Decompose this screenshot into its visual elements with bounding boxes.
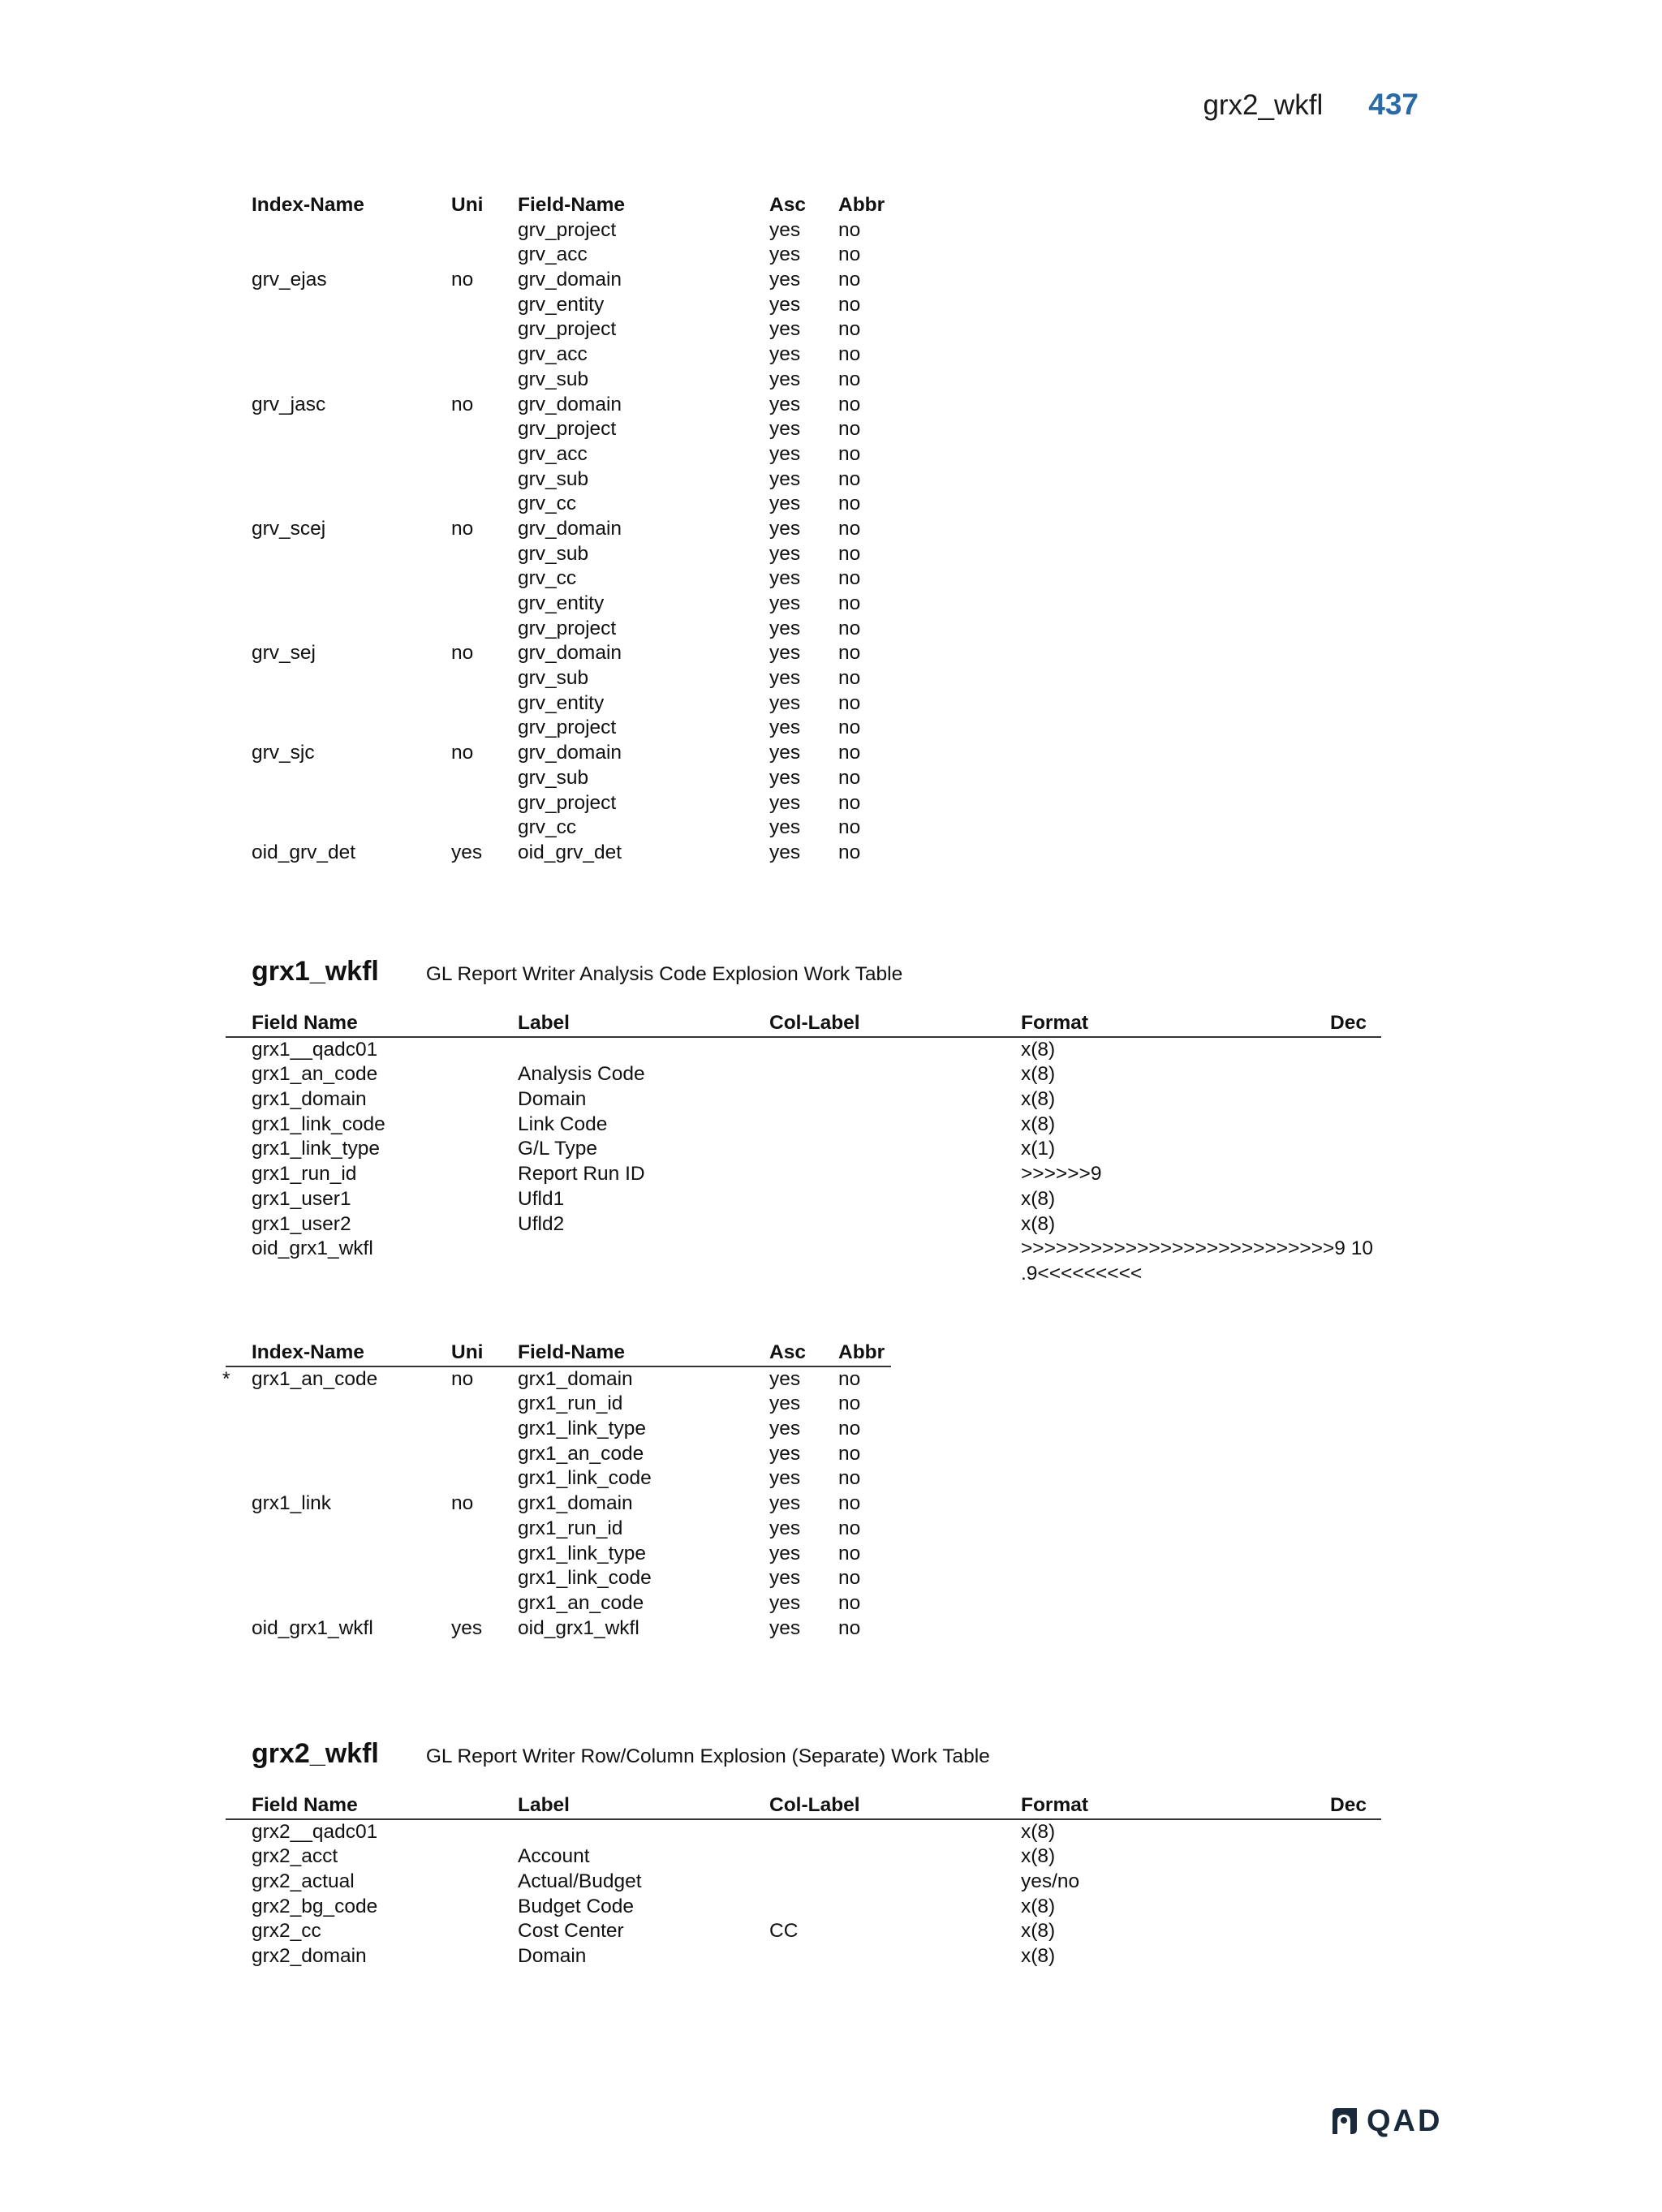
table-row: [226, 1137, 1381, 1162]
ascending-cell: yes: [769, 1567, 801, 1590]
table-row: [226, 1616, 891, 1642]
table-row: [226, 566, 875, 592]
table-row: [222, 1367, 891, 1392]
ascending-cell: yes: [769, 1418, 801, 1440]
field-name-cell: grv_sub: [518, 467, 589, 490]
qad-logo: [1329, 2103, 1449, 2139]
field-name-cell: grv_entity: [518, 293, 605, 316]
abbr-cell: no: [838, 442, 861, 465]
label-cell: G/L Type: [518, 1138, 598, 1160]
field-name-cell: grx1_domain: [518, 1492, 633, 1515]
label-cell: Report Run ID: [518, 1163, 645, 1186]
table-row: [226, 1491, 891, 1517]
abbr-cell: no: [838, 816, 861, 839]
ascending-cell: yes: [769, 1616, 801, 1639]
abbr-cell: no: [838, 617, 861, 639]
table-row: [226, 1212, 1381, 1237]
abbr-cell: no: [838, 567, 861, 590]
field-name-cell: grv_cc: [518, 567, 577, 590]
abbr-cell: no: [838, 1616, 861, 1639]
field-table-grx2: [226, 1793, 1381, 1969]
table-row: [226, 1895, 1381, 1920]
table-row: [226, 417, 875, 442]
field-name-cell: grx2__qadc01: [252, 1820, 378, 1843]
label-cell: Analysis Code: [518, 1063, 645, 1086]
label-cell: Ufld1: [518, 1187, 565, 1210]
unique-cell: no: [451, 517, 474, 540]
field-name-cell: grx1_an_code: [518, 1442, 644, 1465]
ascending-cell: yes: [769, 269, 801, 291]
ascending-cell: yes: [769, 1442, 801, 1465]
ascending-cell: yes: [769, 1467, 801, 1490]
ascending-cell: yes: [769, 542, 801, 565]
label-cell: Ufld2: [518, 1212, 565, 1235]
ascending-cell: yes: [769, 1367, 801, 1390]
ascending-cell: yes: [769, 418, 801, 441]
field-name-cell: grx2_bg_code: [252, 1895, 378, 1917]
abbr-cell: no: [838, 1418, 861, 1440]
abbr-cell: no: [838, 1567, 861, 1590]
field-name-cell: grv_project: [518, 617, 617, 639]
field-name-cell: grv_cc: [518, 493, 577, 515]
field-name-cell: grv_domain: [518, 269, 622, 291]
abbr-cell: no: [838, 667, 861, 690]
abbr-cell: no: [838, 1467, 861, 1490]
ascending-cell: yes: [769, 218, 801, 241]
label-cell: Account: [518, 1845, 590, 1868]
field-name-cell: grx2_actual: [252, 1870, 355, 1893]
table-row: [226, 1944, 1381, 1969]
index-table-grx1: [222, 1341, 891, 1641]
ascending-cell: yes: [769, 766, 801, 789]
table-row: [226, 1112, 1381, 1138]
table-name: grx1_wkfl: [252, 956, 379, 987]
unique-cell: no: [451, 742, 474, 764]
field-name-cell: grx1_link_code: [518, 1567, 652, 1590]
abbr-cell: no: [838, 841, 861, 863]
field-name-cell: grv_acc: [518, 442, 588, 465]
abbr-cell: no: [838, 1367, 861, 1390]
table-row: [226, 1542, 891, 1567]
field-name-cell: grv_sub: [518, 368, 589, 390]
table-row: [226, 467, 875, 493]
column-header: Index-Name: [252, 194, 364, 216]
running-head-title: grx2_wkfl: [1203, 89, 1324, 121]
ascending-cell: yes: [769, 816, 801, 839]
table-row: [226, 1237, 1381, 1286]
index-name-cell: grv_sjc: [252, 742, 315, 764]
abbr-cell: no: [838, 1542, 861, 1564]
ascending-cell: yes: [769, 368, 801, 390]
table-row: [226, 1442, 891, 1467]
column-header: Col-Label: [769, 1012, 860, 1034]
ascending-cell: yes: [769, 467, 801, 490]
table-header-row: [226, 1341, 891, 1367]
field-name-cell: grv_sub: [518, 542, 589, 565]
format-cell: x(8): [1021, 1063, 1056, 1086]
abbr-cell: no: [838, 343, 861, 366]
index-name-cell: grx1_link: [252, 1492, 332, 1515]
column-header: Uni: [451, 1341, 484, 1363]
format-cell: x(8): [1021, 1187, 1056, 1210]
abbr-cell: no: [838, 1442, 861, 1465]
field-name-cell: grx1_user1: [252, 1187, 351, 1210]
running-head: [1203, 88, 1419, 128]
table-row: [226, 342, 875, 368]
column-header: Dec: [1330, 1794, 1367, 1816]
field-name-cell: grx2_domain: [252, 1945, 367, 1968]
table-row: [226, 517, 875, 542]
table-row: [226, 1517, 891, 1542]
ascending-cell: yes: [769, 841, 801, 863]
unique-cell: yes: [451, 841, 483, 863]
format-cell: x(8): [1021, 1038, 1056, 1061]
index-name-cell: grv_jasc: [252, 393, 326, 415]
field-name-cell: grx1__qadc01: [252, 1038, 378, 1061]
table-row: [226, 766, 875, 791]
table-row: [226, 1162, 1381, 1187]
page-number: 437: [1368, 88, 1419, 121]
abbr-cell: no: [838, 766, 861, 789]
field-name-cell: grx1_link_type: [518, 1418, 646, 1440]
label-cell: Link Code: [518, 1112, 608, 1135]
table-row: [226, 268, 875, 293]
table-row: [226, 1591, 891, 1616]
field-name-cell: grv_sub: [518, 667, 589, 690]
table-row: [226, 1870, 1381, 1895]
column-header: Asc: [769, 1341, 806, 1363]
table-row: [226, 393, 875, 418]
ascending-cell: yes: [769, 642, 801, 665]
table-row: [226, 218, 875, 243]
table-row: [226, 1038, 1381, 1063]
ascending-cell: yes: [769, 667, 801, 690]
field-name-cell: grv_project: [518, 318, 617, 341]
field-name-cell: grx2_acct: [252, 1845, 338, 1868]
column-header: Col-Label: [769, 1794, 860, 1816]
field-name-cell: grv_domain: [518, 642, 622, 665]
field-name-cell: grv_entity: [518, 592, 605, 614]
abbr-cell: no: [838, 542, 861, 565]
field-name-cell: grv_domain: [518, 742, 622, 764]
field-name-cell: grv_acc: [518, 243, 588, 266]
field-name-cell: grx1_link_type: [252, 1138, 380, 1160]
abbr-cell: no: [838, 218, 861, 241]
abbr-cell: no: [838, 717, 861, 739]
index-name-cell: grv_sej: [252, 642, 316, 665]
ascending-cell: yes: [769, 243, 801, 266]
abbr-cell: no: [838, 642, 861, 665]
abbr-cell: no: [838, 691, 861, 714]
format-cell: yes/no: [1021, 1870, 1080, 1893]
field-name-cell: grv_project: [518, 791, 617, 814]
ascending-cell: yes: [769, 592, 801, 614]
abbr-cell: no: [838, 368, 861, 390]
field-name-cell: grv_entity: [518, 691, 605, 714]
format-cell: x(8): [1021, 1088, 1056, 1111]
format-cell: >>>>>>>>>>>>>>>>>>>>>>>>>>>9 10 .9<<<<<<<<<: [1021, 1237, 1373, 1285]
abbr-cell: no: [838, 1517, 861, 1539]
ascending-cell: yes: [769, 517, 801, 540]
column-header: Abbr: [838, 1341, 885, 1363]
table-row: [226, 293, 875, 318]
field-name-cell: grx1_domain: [518, 1367, 633, 1390]
field-name-cell: grx1_domain: [252, 1088, 367, 1111]
abbr-cell: no: [838, 243, 861, 266]
abbr-cell: no: [838, 318, 861, 341]
ascending-cell: yes: [769, 293, 801, 316]
field-name-cell: grv_project: [518, 717, 617, 739]
column-header: Field-Name: [518, 194, 626, 216]
field-name-cell: grv_domain: [518, 393, 622, 415]
abbr-cell: no: [838, 1492, 861, 1515]
column-header: Format: [1021, 1012, 1089, 1034]
abbr-cell: no: [838, 393, 861, 415]
table-header-row: [226, 1011, 1381, 1038]
table-row: [226, 1844, 1381, 1870]
format-cell: x(8): [1021, 1112, 1056, 1135]
index-name-cell: grx1_an_code: [252, 1367, 378, 1390]
abbr-cell: no: [838, 1591, 861, 1614]
ascending-cell: yes: [769, 343, 801, 366]
field-name-cell: grx2_cc: [252, 1920, 321, 1943]
format-cell: >>>>>>9: [1021, 1163, 1102, 1186]
field-name-cell: grx1_user2: [252, 1212, 351, 1235]
field-name-cell: grv_project: [518, 418, 617, 441]
unique-cell: yes: [451, 1616, 483, 1639]
index-name-cell: oid_grx1_wkfl: [252, 1616, 373, 1639]
ascending-cell: yes: [769, 318, 801, 341]
table-row: [226, 542, 875, 567]
field-table-grx1: [226, 1011, 1381, 1287]
section-title-grx1: [252, 956, 902, 988]
unique-cell: no: [451, 393, 474, 415]
label-cell: Cost Center: [518, 1920, 624, 1943]
ascending-cell: yes: [769, 1492, 801, 1515]
table-row: [226, 617, 875, 642]
column-header: Index-Name: [252, 1341, 364, 1363]
abbr-cell: no: [838, 1392, 861, 1415]
abbr-cell: no: [838, 269, 861, 291]
abbr-cell: no: [838, 493, 861, 515]
table-description: GL Report Writer Row/Column Explosion (Separate) Work Table: [425, 1745, 990, 1767]
field-name-cell: oid_grv_det: [518, 841, 622, 863]
table-header-row: [226, 193, 885, 218]
index-name-cell: oid_grv_det: [252, 841, 356, 863]
table-row: [226, 641, 875, 666]
column-header: Field Name: [252, 1012, 358, 1034]
table-row: [226, 243, 875, 268]
table-row: [226, 1820, 1381, 1845]
index-name-cell: grv_scej: [252, 517, 326, 540]
ascending-cell: yes: [769, 717, 801, 739]
abbr-cell: no: [838, 592, 861, 614]
table-row: [226, 666, 875, 691]
field-name-cell: grv_project: [518, 218, 617, 241]
table-row: [226, 1566, 891, 1591]
table-row: [226, 1087, 1381, 1112]
field-name-cell: grv_cc: [518, 816, 577, 839]
primary-index-marker: *: [222, 1367, 230, 1390]
abbr-cell: no: [838, 791, 861, 814]
qad-logo-text: QAD: [1367, 2104, 1443, 2138]
abbr-cell: no: [838, 742, 861, 764]
table-row: [226, 1392, 891, 1417]
column-header: Field Name: [252, 1794, 358, 1816]
format-cell: x(8): [1021, 1212, 1056, 1235]
unique-cell: no: [451, 642, 474, 665]
format-cell: x(8): [1021, 1920, 1056, 1943]
field-name-cell: grx1_link_code: [252, 1112, 385, 1135]
index-name-cell: grv_ejas: [252, 269, 327, 291]
ascending-cell: yes: [769, 617, 801, 639]
field-name-cell: grv_acc: [518, 343, 588, 366]
ascending-cell: yes: [769, 691, 801, 714]
abbr-cell: no: [838, 517, 861, 540]
abbr-cell: no: [838, 293, 861, 316]
table-row: [226, 1417, 891, 1442]
table-row: [226, 741, 875, 766]
column-header: Format: [1021, 1794, 1089, 1816]
ascending-cell: yes: [769, 567, 801, 590]
format-cell: x(8): [1021, 1820, 1056, 1843]
field-name-cell: grx1_an_code: [252, 1063, 378, 1086]
label-cell: Budget Code: [518, 1895, 635, 1917]
ascending-cell: yes: [769, 1392, 801, 1415]
column-header: Abbr: [838, 194, 885, 216]
ascending-cell: yes: [769, 393, 801, 415]
table-row: [226, 816, 875, 841]
abbr-cell: no: [838, 467, 861, 490]
table-description: GL Report Writer Analysis Code Explosion Work Table: [425, 963, 903, 985]
field-name-cell: grx1_run_id: [252, 1163, 357, 1186]
column-header: Uni: [451, 194, 484, 216]
table-name: grx2_wkfl: [252, 1738, 379, 1769]
table-header-row: [226, 1793, 1381, 1820]
column-header: Asc: [769, 194, 806, 216]
table-row: [226, 791, 875, 816]
ascending-cell: yes: [769, 1517, 801, 1539]
unique-cell: no: [451, 269, 474, 291]
unique-cell: no: [451, 1492, 474, 1515]
table-row: [226, 1919, 1381, 1944]
qad-logo-icon: [1329, 2105, 1362, 2137]
format-cell: x(1): [1021, 1138, 1056, 1160]
table-row: [226, 841, 875, 866]
table-row: [226, 716, 875, 741]
column-header: Label: [518, 1012, 570, 1034]
field-name-cell: oid_grx1_wkfl: [518, 1616, 639, 1639]
field-name-cell: grx1_run_id: [518, 1517, 623, 1539]
table-row: [226, 442, 875, 467]
format-cell: x(8): [1021, 1845, 1056, 1868]
ascending-cell: yes: [769, 493, 801, 515]
field-name-cell: oid_grx1_wkfl: [252, 1237, 373, 1260]
field-name-cell: grv_domain: [518, 517, 622, 540]
ascending-cell: yes: [769, 1591, 801, 1614]
field-name-cell: grx1_run_id: [518, 1392, 623, 1415]
abbr-cell: no: [838, 418, 861, 441]
section-title-grx2: [252, 1738, 990, 1770]
table-row: [226, 492, 875, 517]
column-header: Field-Name: [518, 1341, 626, 1363]
table-row: [226, 317, 875, 342]
table-row: [226, 592, 875, 617]
field-name-cell: grv_sub: [518, 766, 589, 789]
label-cell: Actual/Budget: [518, 1870, 642, 1893]
label-cell: Domain: [518, 1945, 587, 1968]
field-name-cell: grx1_link_code: [518, 1467, 652, 1490]
format-cell: x(8): [1021, 1945, 1056, 1968]
table-row: [226, 1187, 1381, 1212]
ascending-cell: yes: [769, 442, 801, 465]
field-name-cell: grx1_link_type: [518, 1542, 646, 1564]
col-label-cell: CC: [769, 1920, 799, 1943]
unique-cell: no: [451, 1367, 474, 1390]
table-row: [226, 691, 875, 717]
table-row: [226, 368, 875, 393]
index-table-grv: [226, 193, 885, 866]
column-header: Label: [518, 1794, 570, 1816]
table-row: [226, 1062, 1381, 1087]
ascending-cell: yes: [769, 791, 801, 814]
column-header: Dec: [1330, 1012, 1367, 1034]
label-cell: Domain: [518, 1088, 587, 1111]
ascending-cell: yes: [769, 1542, 801, 1564]
field-name-cell: grx1_an_code: [518, 1591, 644, 1614]
format-cell: x(8): [1021, 1895, 1056, 1917]
table-row: [226, 1466, 891, 1491]
ascending-cell: yes: [769, 742, 801, 764]
